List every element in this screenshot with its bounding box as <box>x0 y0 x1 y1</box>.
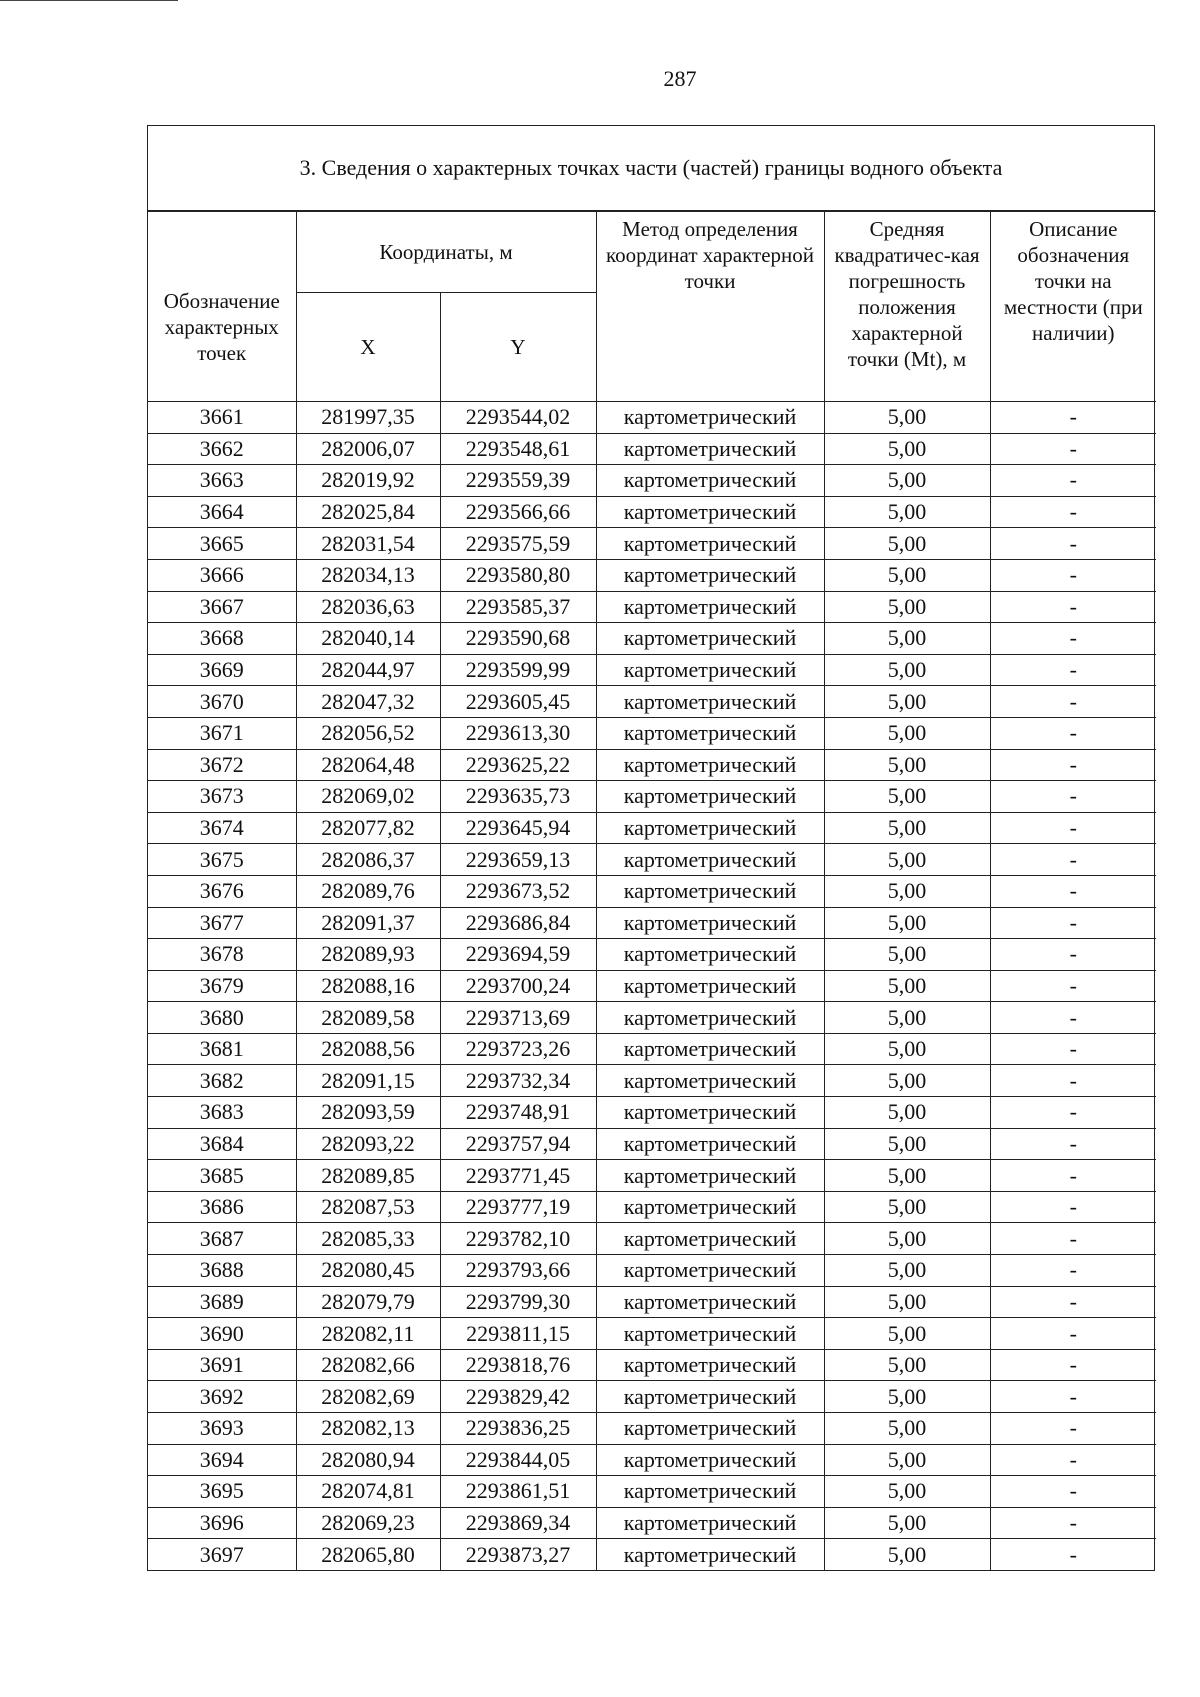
cell-x: 282036,63 <box>296 591 440 623</box>
table-row <box>148 1191 1156 1223</box>
cell-accuracy: 5,00 <box>824 1318 990 1350</box>
cell-point-id: 3688 <box>148 1255 296 1287</box>
cell-accuracy: 5,00 <box>824 1444 990 1476</box>
cell-y: 2293844,05 <box>440 1444 596 1476</box>
cell-method: картометрический <box>596 591 824 623</box>
table-row <box>148 1002 1156 1034</box>
cell-x: 282089,93 <box>296 939 440 971</box>
cell-point-id: 3683 <box>148 1097 296 1129</box>
cell-x: 282064,48 <box>296 749 440 781</box>
cell-y: 2293873,27 <box>440 1539 596 1570</box>
page-number: 287 <box>663 66 697 91</box>
table-header <box>148 212 1156 402</box>
cell-method: картометрический <box>596 1097 824 1129</box>
table-row <box>148 1413 1156 1445</box>
cell-y: 2293544,02 <box>440 402 596 434</box>
cell-x: 282086,37 <box>296 844 440 876</box>
cell-method: картометрический <box>596 465 824 497</box>
cell-y: 2293566,66 <box>440 496 596 528</box>
cell-description: - <box>990 781 1156 813</box>
cell-point-id: 3668 <box>148 623 296 655</box>
table-row <box>148 1033 1156 1065</box>
cell-y: 2293659,13 <box>440 844 596 876</box>
header-y: Y <box>440 293 596 402</box>
table-row <box>148 1097 1156 1129</box>
cell-method: картометрический <box>596 907 824 939</box>
cell-description: - <box>990 433 1156 465</box>
cell-x: 282077,82 <box>296 812 440 844</box>
table-row <box>148 1223 1156 1255</box>
cell-description: - <box>990 686 1156 718</box>
table-row <box>148 623 1156 655</box>
table-row <box>148 654 1156 686</box>
scan-edge-line <box>0 0 178 1</box>
cell-method: картометрический <box>596 939 824 971</box>
cell-description: - <box>990 591 1156 623</box>
cell-point-id: 3676 <box>148 875 296 907</box>
table-row <box>148 433 1156 465</box>
cell-x: 282082,11 <box>296 1318 440 1350</box>
cell-x: 282087,53 <box>296 1191 440 1223</box>
cell-description: - <box>990 1160 1156 1192</box>
cell-method: картометрический <box>596 528 824 560</box>
cell-y: 2293694,59 <box>440 939 596 971</box>
cell-method: картометрический <box>596 1002 824 1034</box>
cell-point-id: 3672 <box>148 749 296 781</box>
cell-accuracy: 5,00 <box>824 939 990 971</box>
table-row <box>148 1286 1156 1318</box>
cell-y: 2293559,39 <box>440 465 596 497</box>
cell-description: - <box>990 496 1156 528</box>
cell-method: картометрический <box>596 1444 824 1476</box>
table-row <box>148 1255 1156 1287</box>
table-row <box>148 1065 1156 1097</box>
cell-accuracy: 5,00 <box>824 812 990 844</box>
cell-point-id: 3686 <box>148 1191 296 1223</box>
cell-x: 282034,13 <box>296 559 440 591</box>
cell-point-id: 3663 <box>148 465 296 497</box>
cell-y: 2293869,34 <box>440 1507 596 1539</box>
header-description: Описание обозначения точки на местности (при наличии) <box>990 212 1156 402</box>
cell-point-id: 3666 <box>148 559 296 591</box>
cell-method: картометрический <box>596 559 824 591</box>
cell-x: 282079,79 <box>296 1286 440 1318</box>
cell-description: - <box>990 1033 1156 1065</box>
header-coordinates: Координаты, м <box>296 212 596 293</box>
cell-point-id: 3682 <box>148 1065 296 1097</box>
cell-description: - <box>990 749 1156 781</box>
cell-method: картометрический <box>596 1223 824 1255</box>
cell-method: картометрический <box>596 970 824 1002</box>
cell-y: 2293836,25 <box>440 1413 596 1445</box>
cell-x: 282056,52 <box>296 717 440 749</box>
cell-accuracy: 5,00 <box>824 1160 990 1192</box>
cell-accuracy: 5,00 <box>824 875 990 907</box>
cell-description: - <box>990 1539 1156 1570</box>
cell-x: 282047,32 <box>296 686 440 718</box>
cell-method: картометрический <box>596 686 824 718</box>
cell-method: картометрический <box>596 1413 824 1445</box>
cell-y: 2293686,84 <box>440 907 596 939</box>
table-row <box>148 717 1156 749</box>
cell-x: 282093,59 <box>296 1097 440 1129</box>
table-row <box>148 812 1156 844</box>
cell-accuracy: 5,00 <box>824 717 990 749</box>
table-row <box>148 465 1156 497</box>
cell-y: 2293723,26 <box>440 1033 596 1065</box>
cell-x: 282069,02 <box>296 781 440 813</box>
cell-method: картометрический <box>596 623 824 655</box>
cell-y: 2293782,10 <box>440 1223 596 1255</box>
table-row <box>148 1318 1156 1350</box>
cell-accuracy: 5,00 <box>824 433 990 465</box>
cell-description: - <box>990 812 1156 844</box>
cell-accuracy: 5,00 <box>824 496 990 528</box>
cell-point-id: 3670 <box>148 686 296 718</box>
cell-accuracy: 5,00 <box>824 402 990 434</box>
cell-point-id: 3693 <box>148 1413 296 1445</box>
table-row <box>148 1160 1156 1192</box>
cell-point-id: 3685 <box>148 1160 296 1192</box>
cell-x: 282082,13 <box>296 1413 440 1445</box>
cell-method: картометрический <box>596 1349 824 1381</box>
cell-y: 2293645,94 <box>440 812 596 844</box>
cell-method: картометрический <box>596 781 824 813</box>
cell-accuracy: 5,00 <box>824 844 990 876</box>
cell-accuracy: 5,00 <box>824 1097 990 1129</box>
table-row <box>148 686 1156 718</box>
cell-y: 2293580,80 <box>440 559 596 591</box>
cell-point-id: 3692 <box>148 1381 296 1413</box>
cell-accuracy: 5,00 <box>824 749 990 781</box>
cell-x: 282074,81 <box>296 1476 440 1508</box>
table-row <box>148 1128 1156 1160</box>
cell-y: 2293732,34 <box>440 1065 596 1097</box>
cell-point-id: 3675 <box>148 844 296 876</box>
cell-description: - <box>990 1002 1156 1034</box>
cell-method: картометрический <box>596 717 824 749</box>
cell-description: - <box>990 875 1156 907</box>
cell-point-id: 3687 <box>148 1223 296 1255</box>
cell-description: - <box>990 907 1156 939</box>
cell-x: 282089,85 <box>296 1160 440 1192</box>
cell-point-id: 3667 <box>148 591 296 623</box>
cell-description: - <box>990 1128 1156 1160</box>
cell-point-id: 3678 <box>148 939 296 971</box>
table-row <box>148 496 1156 528</box>
table-row <box>148 844 1156 876</box>
cell-method: картометрический <box>596 402 824 434</box>
table-row <box>148 559 1156 591</box>
cell-point-id: 3664 <box>148 496 296 528</box>
section-title: 3. Сведения о характерных точках части (частей) границы водного объекта <box>148 126 1154 211</box>
cell-accuracy: 5,00 <box>824 1191 990 1223</box>
cell-accuracy: 5,00 <box>824 623 990 655</box>
cell-description: - <box>990 1286 1156 1318</box>
cell-method: картометрический <box>596 749 824 781</box>
cell-x: 282085,33 <box>296 1223 440 1255</box>
cell-accuracy: 5,00 <box>824 686 990 718</box>
cell-description: - <box>990 1191 1156 1223</box>
cell-method: картометрический <box>596 1065 824 1097</box>
cell-x: 282031,54 <box>296 528 440 560</box>
cell-method: картометрический <box>596 812 824 844</box>
cell-method: картометрический <box>596 1318 824 1350</box>
cell-description: - <box>990 970 1156 1002</box>
cell-point-id: 3684 <box>148 1128 296 1160</box>
table-row <box>148 402 1156 434</box>
cell-x: 282088,56 <box>296 1033 440 1065</box>
cell-y: 2293575,59 <box>440 528 596 560</box>
cell-x: 282080,45 <box>296 1255 440 1287</box>
cell-accuracy: 5,00 <box>824 1128 990 1160</box>
cell-x: 282044,97 <box>296 654 440 686</box>
cell-x: 282080,94 <box>296 1444 440 1476</box>
header-accuracy: Средняя квадратичес-кая погрешность положения характерной точки (Mt), м <box>824 212 990 402</box>
cell-point-id: 3677 <box>148 907 296 939</box>
cell-method: картометрический <box>596 1539 824 1570</box>
cell-point-id: 3673 <box>148 781 296 813</box>
cell-point-id: 3696 <box>148 1507 296 1539</box>
cell-y: 2293590,68 <box>440 623 596 655</box>
cell-point-id: 3680 <box>148 1002 296 1034</box>
cell-point-id: 3681 <box>148 1033 296 1065</box>
cell-description: - <box>990 1349 1156 1381</box>
cell-y: 2293713,69 <box>440 1002 596 1034</box>
cell-x: 282088,16 <box>296 970 440 1002</box>
cell-description: - <box>990 1381 1156 1413</box>
table-row <box>148 970 1156 1002</box>
cell-description: - <box>990 465 1156 497</box>
cell-y: 2293585,37 <box>440 591 596 623</box>
cell-method: картометрический <box>596 1507 824 1539</box>
cell-accuracy: 5,00 <box>824 1381 990 1413</box>
cell-method: картометрический <box>596 875 824 907</box>
cell-description: - <box>990 939 1156 971</box>
table-row <box>148 1507 1156 1539</box>
boundary-points-document <box>147 125 1155 1571</box>
cell-method: картометрический <box>596 844 824 876</box>
cell-y: 2293673,52 <box>440 875 596 907</box>
table-row <box>148 907 1156 939</box>
table-row <box>148 781 1156 813</box>
cell-accuracy: 5,00 <box>824 781 990 813</box>
cell-y: 2293777,19 <box>440 1191 596 1223</box>
cell-accuracy: 5,00 <box>824 1413 990 1445</box>
cell-description: - <box>990 559 1156 591</box>
table-row <box>148 1349 1156 1381</box>
cell-y: 2293625,22 <box>440 749 596 781</box>
cell-accuracy: 5,00 <box>824 559 990 591</box>
cell-point-id: 3662 <box>148 433 296 465</box>
cell-method: картометрический <box>596 1033 824 1065</box>
cell-accuracy: 5,00 <box>824 1223 990 1255</box>
cell-x: 282082,69 <box>296 1381 440 1413</box>
cell-method: картометрический <box>596 1286 824 1318</box>
cell-description: - <box>990 717 1156 749</box>
cell-accuracy: 5,00 <box>824 1033 990 1065</box>
boundary-points-table <box>148 211 1156 1570</box>
cell-method: картометрический <box>596 1160 824 1192</box>
cell-y: 2293793,66 <box>440 1255 596 1287</box>
cell-description: - <box>990 844 1156 876</box>
cell-accuracy: 5,00 <box>824 907 990 939</box>
table-row <box>148 1381 1156 1413</box>
cell-accuracy: 5,00 <box>824 465 990 497</box>
cell-method: картометрический <box>596 1191 824 1223</box>
table-row <box>148 528 1156 560</box>
cell-accuracy: 5,00 <box>824 1507 990 1539</box>
cell-description: - <box>990 654 1156 686</box>
header-designation: Обозначение характерных точек <box>148 212 296 402</box>
cell-y: 2293613,30 <box>440 717 596 749</box>
cell-point-id: 3691 <box>148 1349 296 1381</box>
cell-y: 2293829,42 <box>440 1381 596 1413</box>
cell-method: картометрический <box>596 1381 824 1413</box>
table-body <box>148 402 1156 1570</box>
cell-point-id: 3671 <box>148 717 296 749</box>
table-row <box>148 1476 1156 1508</box>
cell-accuracy: 5,00 <box>824 1065 990 1097</box>
cell-x: 282089,58 <box>296 1002 440 1034</box>
cell-accuracy: 5,00 <box>824 1539 990 1570</box>
cell-accuracy: 5,00 <box>824 970 990 1002</box>
cell-y: 2293771,45 <box>440 1160 596 1192</box>
cell-y: 2293818,76 <box>440 1349 596 1381</box>
cell-point-id: 3690 <box>148 1318 296 1350</box>
cell-x: 282093,22 <box>296 1128 440 1160</box>
cell-x: 282091,37 <box>296 907 440 939</box>
cell-point-id: 3694 <box>148 1444 296 1476</box>
cell-description: - <box>990 623 1156 655</box>
cell-y: 2293700,24 <box>440 970 596 1002</box>
table-row <box>148 1539 1156 1570</box>
cell-description: - <box>990 402 1156 434</box>
cell-y: 2293548,61 <box>440 433 596 465</box>
cell-y: 2293635,73 <box>440 781 596 813</box>
cell-y: 2293799,30 <box>440 1286 596 1318</box>
cell-y: 2293599,99 <box>440 654 596 686</box>
cell-method: картометрический <box>596 433 824 465</box>
cell-accuracy: 5,00 <box>824 1286 990 1318</box>
table-row <box>148 1444 1156 1476</box>
cell-accuracy: 5,00 <box>824 1349 990 1381</box>
cell-accuracy: 5,00 <box>824 654 990 686</box>
cell-point-id: 3674 <box>148 812 296 844</box>
cell-method: картометрический <box>596 1128 824 1160</box>
cell-description: - <box>990 1097 1156 1129</box>
cell-description: - <box>990 1413 1156 1445</box>
cell-accuracy: 5,00 <box>824 1255 990 1287</box>
cell-accuracy: 5,00 <box>824 1002 990 1034</box>
cell-description: - <box>990 1444 1156 1476</box>
cell-x: 282019,92 <box>296 465 440 497</box>
table-row <box>148 939 1156 971</box>
cell-x: 282089,76 <box>296 875 440 907</box>
table-row <box>148 875 1156 907</box>
cell-point-id: 3669 <box>148 654 296 686</box>
cell-point-id: 3689 <box>148 1286 296 1318</box>
cell-description: - <box>990 1255 1156 1287</box>
cell-point-id: 3661 <box>148 402 296 434</box>
table-row <box>148 749 1156 781</box>
cell-x: 282006,07 <box>296 433 440 465</box>
cell-description: - <box>990 1065 1156 1097</box>
cell-point-id: 3679 <box>148 970 296 1002</box>
header-method: Метод определения координат характерной точки <box>596 212 824 402</box>
cell-point-id: 3665 <box>148 528 296 560</box>
cell-x: 282065,80 <box>296 1539 440 1570</box>
cell-x: 282025,84 <box>296 496 440 528</box>
cell-y: 2293605,45 <box>440 686 596 718</box>
cell-method: картометрический <box>596 1255 824 1287</box>
cell-accuracy: 5,00 <box>824 1476 990 1508</box>
cell-y: 2293757,94 <box>440 1128 596 1160</box>
cell-accuracy: 5,00 <box>824 591 990 623</box>
cell-point-id: 3697 <box>148 1539 296 1570</box>
cell-description: - <box>990 1318 1156 1350</box>
cell-x: 282091,15 <box>296 1065 440 1097</box>
cell-description: - <box>990 1507 1156 1539</box>
header-x: X <box>296 293 440 402</box>
cell-method: картометрический <box>596 1476 824 1508</box>
cell-accuracy: 5,00 <box>824 528 990 560</box>
cell-method: картометрический <box>596 496 824 528</box>
cell-point-id: 3695 <box>148 1476 296 1508</box>
cell-y: 2293748,91 <box>440 1097 596 1129</box>
cell-x: 282069,23 <box>296 1507 440 1539</box>
cell-description: - <box>990 1223 1156 1255</box>
cell-x: 282082,66 <box>296 1349 440 1381</box>
cell-x: 282040,14 <box>296 623 440 655</box>
cell-description: - <box>990 528 1156 560</box>
cell-method: картометрический <box>596 654 824 686</box>
cell-x: 281997,35 <box>296 402 440 434</box>
cell-y: 2293861,51 <box>440 1476 596 1508</box>
cell-description: - <box>990 1476 1156 1508</box>
cell-y: 2293811,15 <box>440 1318 596 1350</box>
table-row <box>148 591 1156 623</box>
